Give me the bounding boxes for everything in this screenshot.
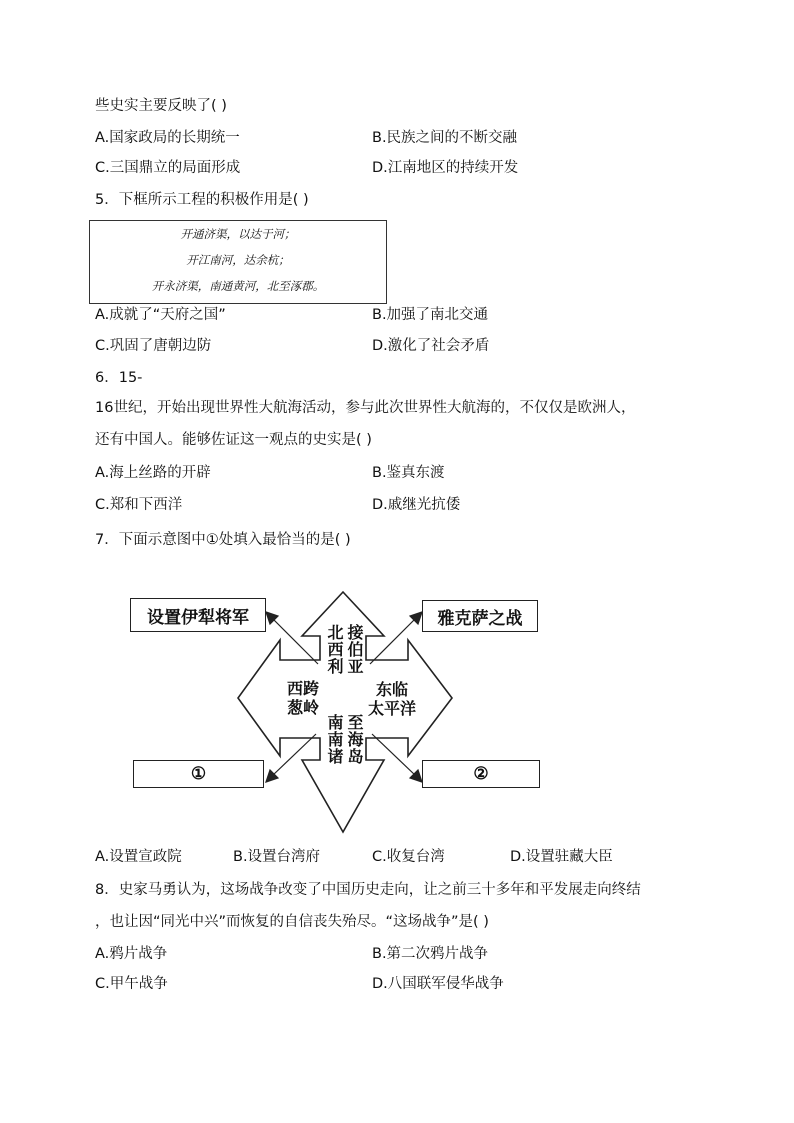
south-text-col-2: 至海岛 xyxy=(345,714,364,765)
q8-option-d[interactable]: D.八国联军侵华战争 xyxy=(372,976,504,992)
q8-stem-line-1: 8．史家马勇认为，这场战争改变了中国历史走向，让之前三十多年和平发展走向终结 xyxy=(95,882,641,898)
q8-stem-line-2: ，也让因“同光中兴”而恢复的自信丧失殆尽。“这场战争”是( ) xyxy=(95,914,489,930)
q8-option-c[interactable]: C.甲午战争 xyxy=(95,976,168,992)
q7-option-c[interactable]: C.收复台湾 xyxy=(372,849,445,865)
q6-option-b[interactable]: B.鉴真东渡 xyxy=(372,465,445,481)
west-text-line-2: 葱岭 xyxy=(286,698,319,717)
north-text-col-2: 接伯亚 xyxy=(345,624,364,675)
q6-stem-line-1: 6．15- xyxy=(95,370,143,386)
q5-quote-line-2: 开江南河，达余杭； xyxy=(186,253,290,267)
q5-stem: 5．下框所示工程的积极作用是( ) xyxy=(95,192,309,208)
q5-option-a[interactable]: A.成就了“天府之国” xyxy=(95,307,226,323)
q4-option-c[interactable]: C.三国鼎立的局面形成 xyxy=(95,160,241,176)
east-text-line-2: 太平洋 xyxy=(367,699,416,718)
box-top-right xyxy=(422,600,538,632)
q5-quote-line-3: 开永济渠，南通黄河，北至涿郡。 xyxy=(151,279,325,293)
west-text-line-1: 西跨 xyxy=(286,679,319,698)
box-bottom-right-label: ② xyxy=(473,764,489,784)
q4-option-d[interactable]: D.江南地区的持续开发 xyxy=(372,160,519,176)
q7-option-a[interactable]: A.设置宣政院 xyxy=(95,849,182,865)
box-bottom-left-blank-1 xyxy=(133,760,264,788)
q6-option-c[interactable]: C.郑和下西洋 xyxy=(95,497,183,513)
north-text-col-1: 北西利 xyxy=(325,624,344,675)
east-text-line-1: 东临 xyxy=(375,680,408,699)
q6-stem-line-3: 还有中国人。能够佐证这一观点的史实是( ) xyxy=(95,432,372,448)
q5-option-c[interactable]: C.巩固了唐朝边防 xyxy=(95,338,212,354)
q8-option-a[interactable]: A.鸦片战争 xyxy=(95,946,168,962)
box-top-left xyxy=(130,598,266,632)
q6-stem-line-2: 16世纪，开始出现世界性大航海活动，参与此次世界性大航海的，不仅仅是欧洲人， xyxy=(95,400,636,416)
box-bottom-left-label: ① xyxy=(190,764,207,784)
q6-option-a[interactable]: A.海上丝路的开辟 xyxy=(95,465,211,481)
q4-option-a[interactable]: A.国家政局的长期统一 xyxy=(95,130,240,146)
q6-option-d[interactable]: D.戚继光抗倭 xyxy=(372,497,461,513)
box-top-left-label: 设置伊犁将军 xyxy=(147,607,249,628)
q5-option-d[interactable]: D.激化了社会矛盾 xyxy=(372,338,490,354)
south-text-col-1: 南南诸 xyxy=(325,714,344,765)
q7-stem: 7．下面示意图中①处填入最恰当的是( ) xyxy=(95,532,351,548)
q5-option-b[interactable]: B.加强了南北交通 xyxy=(372,307,489,323)
box-bottom-right-blank-2 xyxy=(422,760,540,788)
q4-stem: 些史实主要反映了( ) xyxy=(95,98,227,114)
box-top-right-label: 雅克萨之战 xyxy=(437,608,523,629)
q5-quote-line-1: 开通济渠，以达于河； xyxy=(180,227,296,241)
q7-option-d[interactable]: D.设置驻藏大臣 xyxy=(510,849,613,865)
q7-option-b[interactable]: B.设置台湾府 xyxy=(233,849,321,865)
q4-option-b[interactable]: B.民族之间的不断交融 xyxy=(372,130,518,146)
q8-option-b[interactable]: B.第二次鸦片战争 xyxy=(372,946,489,962)
